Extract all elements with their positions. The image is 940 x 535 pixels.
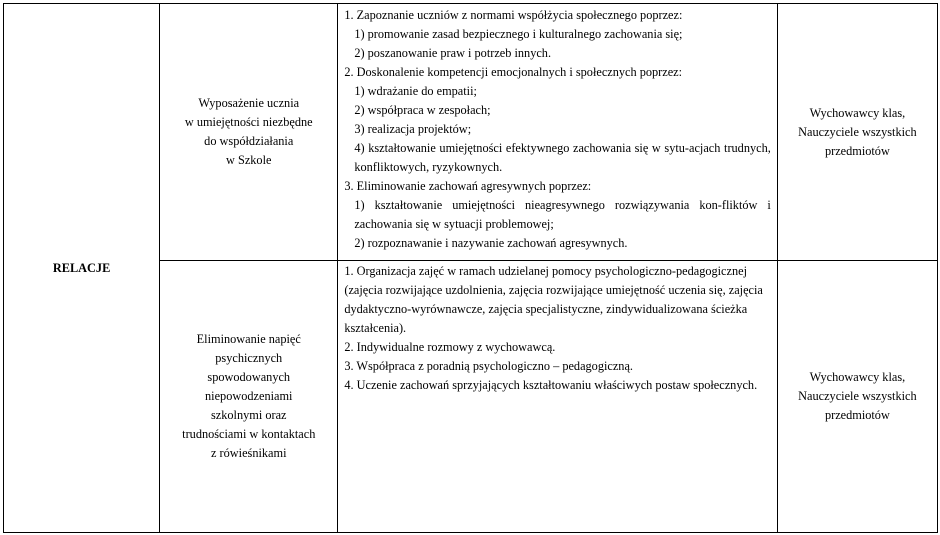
task-item: 1) promowanie zasad bezpiecznego i kulturalnego zachowania się; bbox=[354, 27, 683, 41]
responsible-cell bbox=[777, 261, 937, 533]
task-item: 1) kształtowanie umiejętności nieagresywnego rozwiązywania kon-​fliktów i zachowania się w sytuacji problemowej; bbox=[354, 198, 771, 231]
goal-line: do współdziałania bbox=[204, 134, 294, 148]
task-paragraph: 1. Organizacja zajęć w ramach udzielanej pomocy psychologiczno-pedagogicznej (zajęcia rozwijające uzdolnienia, zajęcia rozwijające umiejętność uczenia się, zajęcia dydaktyczno-wyrównawcze, zajęcia specjalistyczne, zindywidualizowana ścieżka kształcenia). bbox=[344, 264, 763, 335]
task-item: 2) rozpoznawanie i nazywanie zachowań agresywnych. bbox=[354, 236, 628, 250]
relations-table bbox=[3, 3, 938, 533]
task-paragraph: 4. Uczenie zachowań sprzyjających kształtowaniu właściwych postaw społecznych. bbox=[344, 378, 758, 392]
task-item: 4) kształtowanie umiejętności efektywnego zachowania się w sytu-​acjach trudnych, konfliktowych, ryzykownych. bbox=[354, 141, 771, 174]
tasks-cell bbox=[338, 261, 777, 533]
tasks-cell bbox=[338, 4, 777, 261]
goal-line: Eliminowanie napięć bbox=[196, 332, 301, 346]
responsible-line: przedmiotów bbox=[824, 408, 890, 422]
category-label: RELACJE bbox=[52, 260, 111, 275]
task-group bbox=[344, 6, 770, 63]
task-item: 1) wdrażanie do empatii; bbox=[354, 84, 477, 98]
task-group bbox=[344, 63, 770, 177]
goal-line: szkolnymi oraz bbox=[211, 408, 287, 422]
responsible-line: Nauczyciele wszystkich bbox=[798, 389, 917, 403]
goal-cell bbox=[160, 4, 338, 261]
responsible-cell bbox=[777, 4, 937, 261]
goal-line: niepowodzeniami bbox=[205, 389, 293, 403]
task-title: 1. Zapoznanie uczniów z normami współżycia społecznego poprzez: bbox=[344, 8, 683, 22]
task-item: 2) współpraca w zespołach; bbox=[354, 103, 491, 117]
goal-line: w Szkole bbox=[226, 153, 272, 167]
responsible-line: Wychowawcy klas, bbox=[809, 370, 906, 384]
goal-line: z rówieśnikami bbox=[211, 446, 287, 460]
task-item: 2) poszanowanie praw i potrzeb innych. bbox=[354, 46, 552, 60]
responsible-line: przedmiotów bbox=[824, 143, 890, 158]
goal-line: trudnościami w kontaktach bbox=[182, 427, 316, 441]
task-group bbox=[344, 177, 770, 253]
task-paragraph: 2. Indywidualne rozmowy z wychowawcą. bbox=[344, 340, 556, 354]
goal-cell bbox=[160, 261, 338, 533]
task-paragraph: 3. Współpraca z poradnią psychologiczno – pedagogiczną. bbox=[344, 359, 633, 373]
task-title: 3. Eliminowanie zachowań agresywnych poprzez: bbox=[344, 179, 592, 193]
category-cell bbox=[4, 4, 160, 533]
responsible-line: Nauczyciele wszystkich bbox=[798, 124, 917, 139]
goal-line: Wyposażenie ucznia bbox=[198, 96, 300, 110]
goal-line: psychicznych bbox=[215, 351, 283, 365]
responsible-line: Wychowawcy klas, bbox=[809, 105, 906, 120]
table-row bbox=[4, 4, 938, 261]
goal-line: spowodowanych bbox=[207, 370, 291, 384]
goal-line: w umiejętności niezbędne bbox=[184, 115, 313, 129]
task-title: 2. Doskonalenie kompetencji emocjonalnych i społecznych poprzez: bbox=[344, 65, 683, 79]
task-item: 3) realizacja projektów; bbox=[354, 122, 472, 136]
